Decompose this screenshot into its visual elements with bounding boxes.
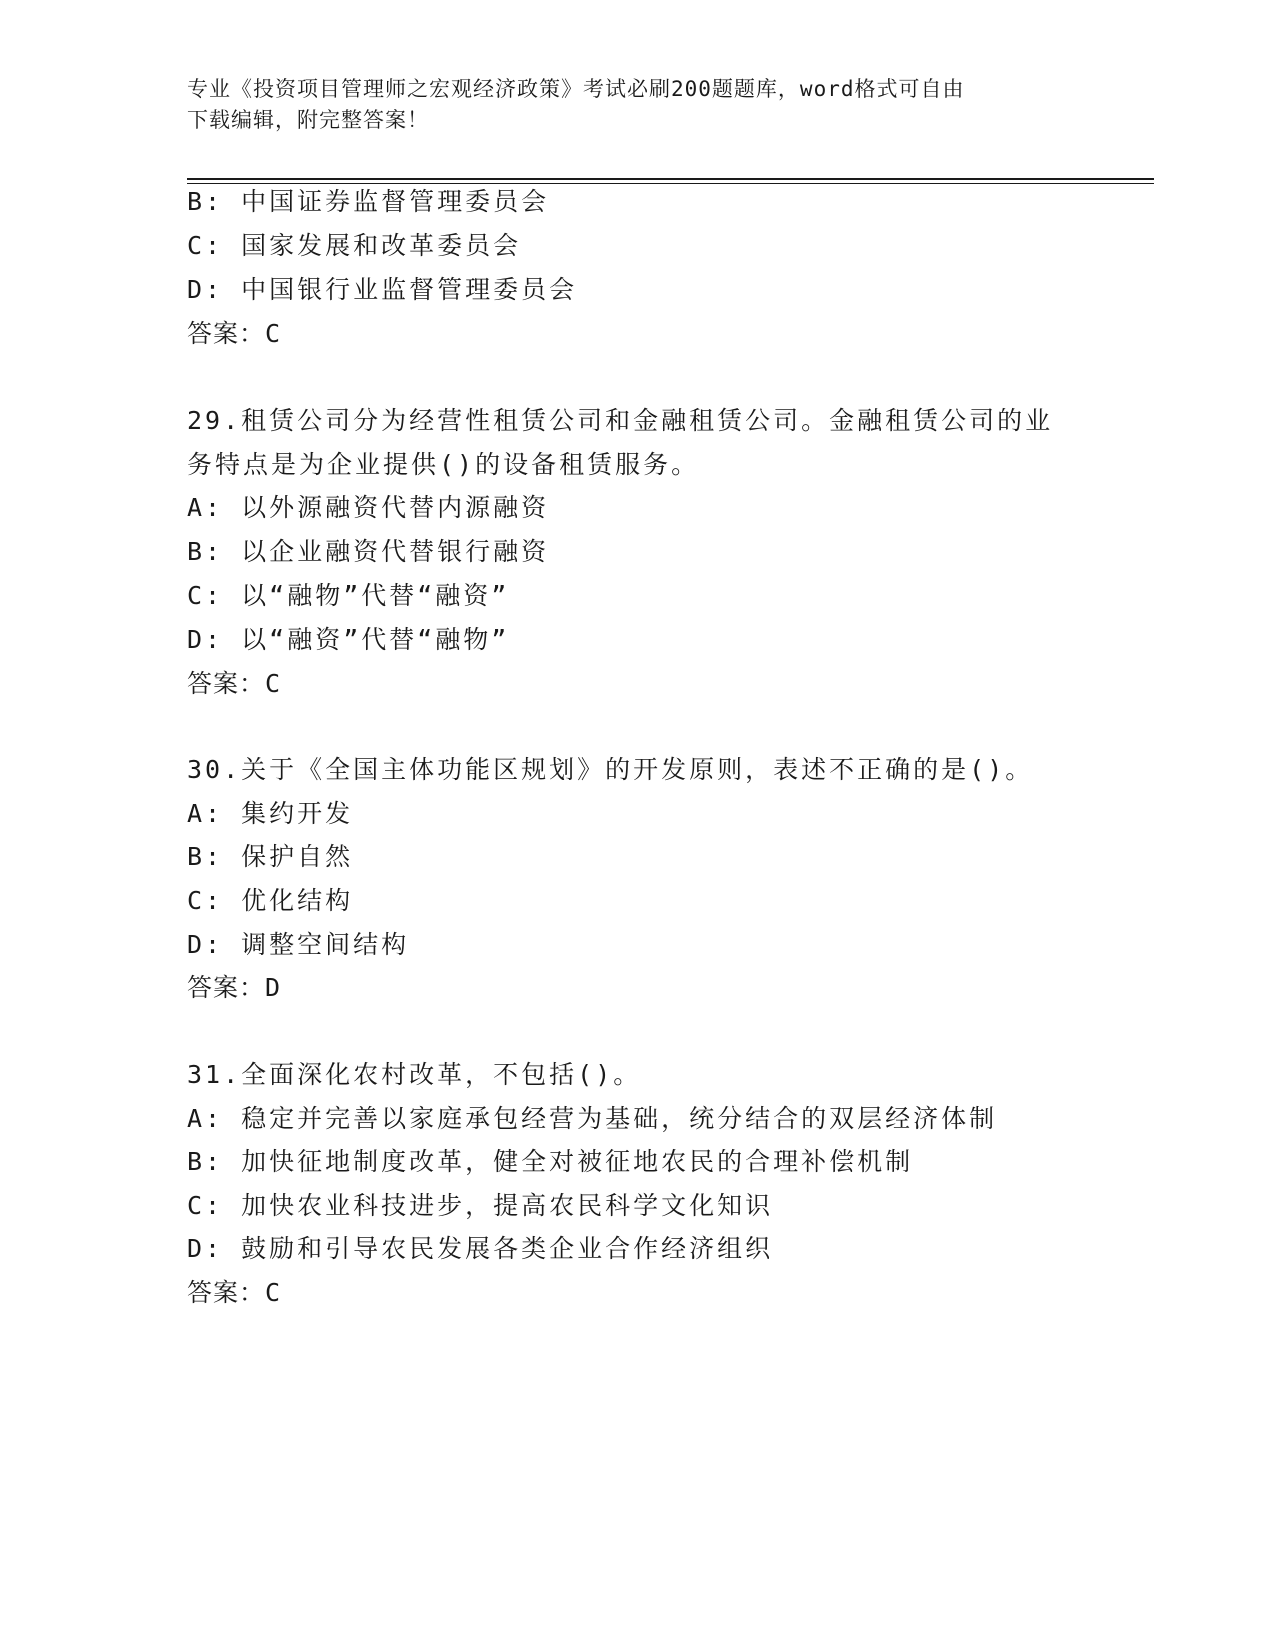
option-d: D: 鼓励和引导农民发展各类企业合作经济组织 (187, 1234, 774, 1263)
answer-line: 答案：D (187, 973, 282, 1002)
option-b: B: 以企业融资代替银行融资 (187, 537, 550, 566)
header-line-1: 专业《投资项目管理师之宏观经济政策》考试必刷200题题库，word格式可自由 (187, 77, 965, 101)
option-c: C: 优化结构 (187, 886, 354, 915)
answer-line: 答案：C (187, 1278, 282, 1307)
option-a: A: 以外源融资代替内源融资 (187, 493, 550, 522)
option-d: D: 中国银行业监督管理委员会 (187, 275, 578, 304)
header-line-2: 下载编辑，附完整答案！ (187, 108, 429, 132)
option-b: B: 中国证券监督管理委员会 (187, 187, 550, 216)
answer-line: 答案：C (187, 319, 282, 348)
option-c: C: 加快农业科技进步，提高农民科学文化知识 (187, 1191, 774, 1220)
answer-line: 答案：C (187, 669, 282, 698)
question-stem-29: 29.租赁公司分为经营性租赁公司和金融租赁公司。金融租赁公司的业 (187, 406, 1054, 435)
option-a: A: 稳定并完善以家庭承包经营为基础，统分结合的双层经济体制 (187, 1104, 998, 1133)
question-stem-31: 31.全面深化农村改革，不包括()。 (187, 1060, 642, 1089)
document-header (187, 74, 1067, 136)
question-stem-30: 30.关于《全国主体功能区规划》的开发原则，表述不正确的是()。 (187, 755, 1034, 784)
option-c: C: 国家发展和改革委员会 (187, 231, 522, 260)
option-a: A: 集约开发 (187, 799, 354, 828)
header-divider-thin (187, 183, 1154, 184)
option-b: B: 加快征地制度改革，健全对被征地农民的合理补偿机制 (187, 1147, 914, 1176)
option-c: C: 以“融物”代替“融资” (187, 581, 510, 610)
option-d: D: 以“融资”代替“融物” (187, 625, 510, 654)
question-stem-29-cont: 务特点是为企业提供()的设备租赁服务。 (187, 450, 700, 479)
header-divider (187, 178, 1154, 180)
option-d: D: 调整空间结构 (187, 930, 410, 959)
option-b: B: 保护自然 (187, 842, 354, 871)
